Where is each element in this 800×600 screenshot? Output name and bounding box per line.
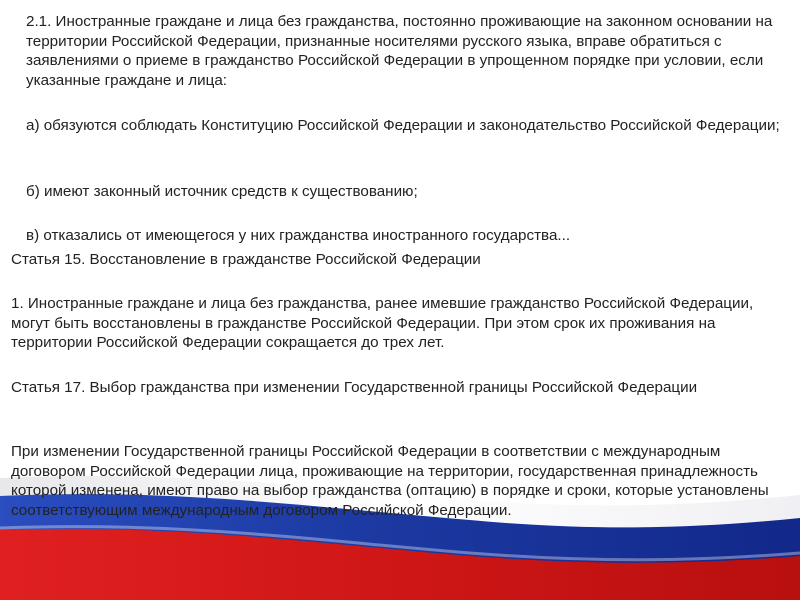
paragraph-article-15-text: 1. Иностранные граждане и лица без гражданства, ранее имевшие гражданство Российской Федерации, могут быть восстановлены в гражданстве Российской Федерации. При этом срок их проживания на территории Российской Федерации сокращается до трех лет.: [11, 295, 754, 351]
article-15-heading: Статья 15. Восстановление в гражданстве Российской Федерации: [11, 251, 481, 268]
article-17-heading: Статья 17. Выбор гражданства при изменении Государственной границы Российской Федерации: [11, 379, 698, 396]
paragraph-condition-a: а) обязуются соблюдать Конституцию Российской Федерации и законодательство Российской Федерации;: [26, 117, 780, 134]
paragraph-condition-c: в) отказались от имеющегося у них гражданства иностранного государства...: [26, 227, 571, 244]
paragraph-condition-b: б) имеют законный источник средств к существованию;: [26, 183, 418, 200]
paragraph-article-17-text: При изменении Государственной границы Российской Федерации в соответствии с международным договором Российской Федерации лица, проживающие на территории, государственная принадлежность которой изменена, имеют право на выбор гражданства (оптацию) в порядке и сроки, которые установлены соответствующим международным договором Российской Федерации.: [11, 443, 769, 519]
paragraph-citizenship-simplified: 2.1. Иностранные граждане и лица без гражданства, постоянно проживающие на законном основании на территории Российской Федерации, признанные носителями русского языка, вправе обратиться с заявлениями о приеме в гражданство Российской Федерации в упрощенном порядке при условии, если указанные граждане и лица:: [26, 13, 773, 89]
